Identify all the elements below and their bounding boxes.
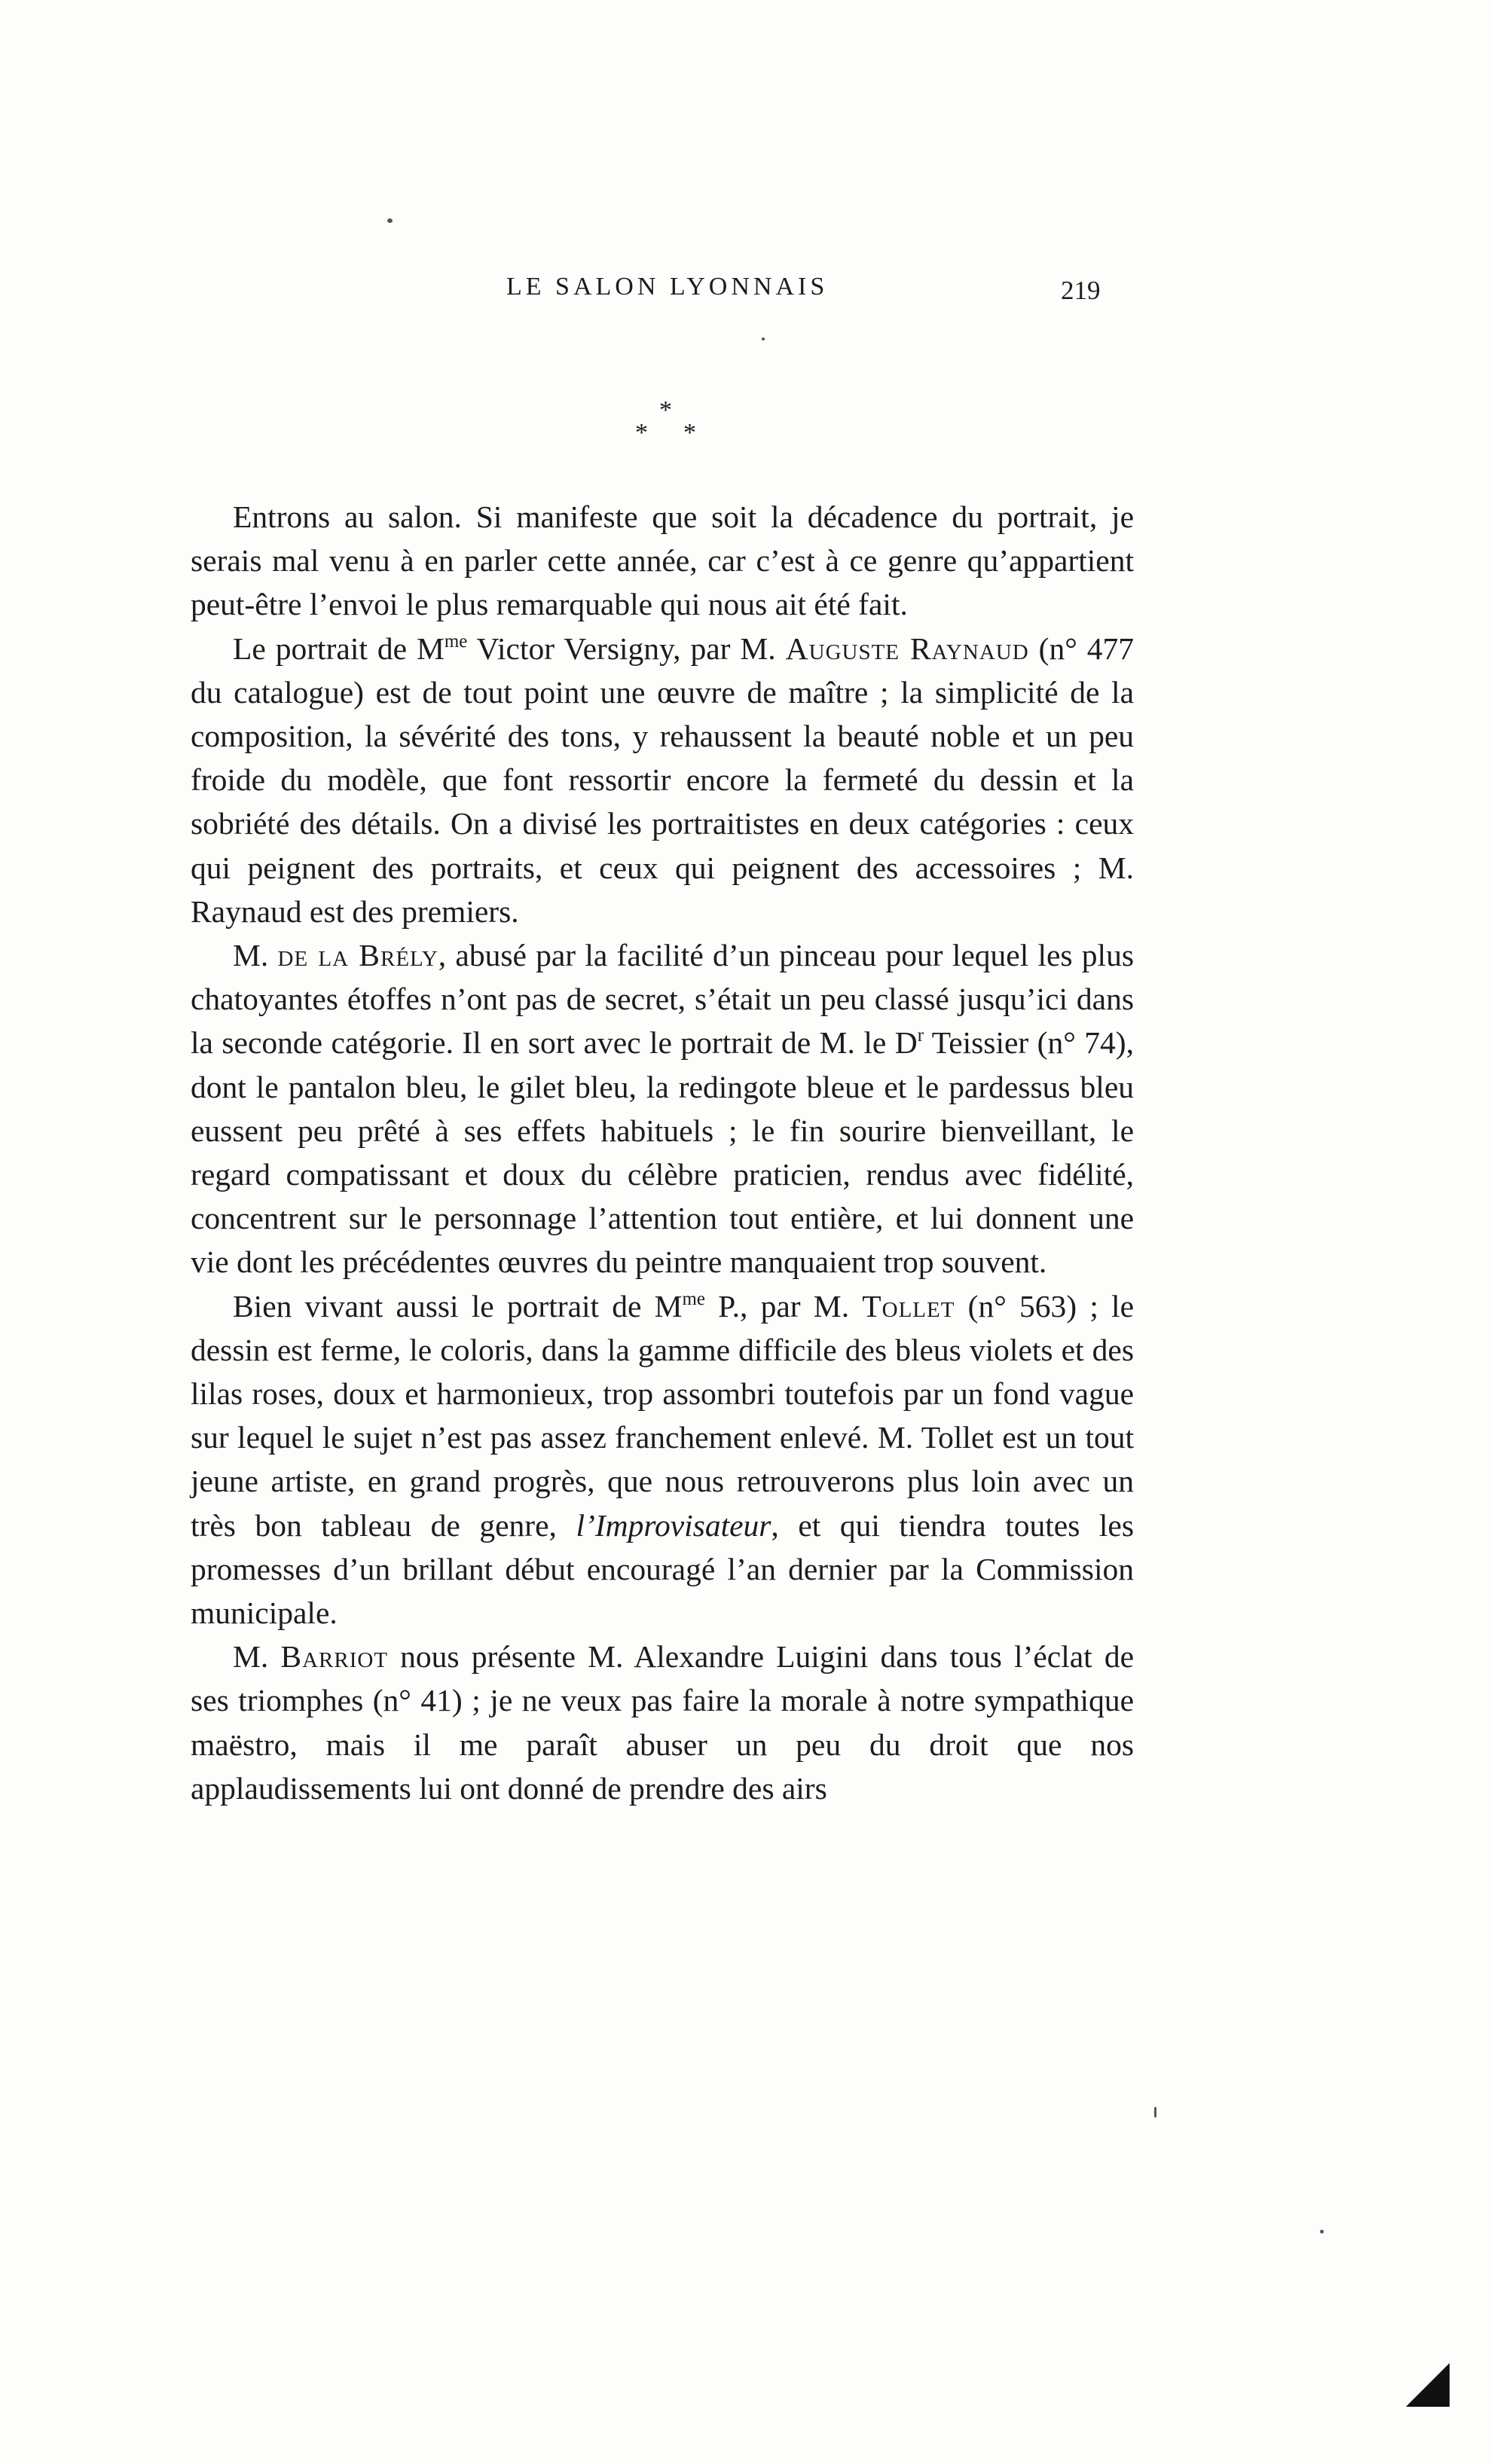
running-head [0,273,1491,318]
asterism-star-left: * [635,419,648,447]
paper-speck [1154,2107,1156,2117]
body-text [191,495,1134,1810]
asterism-star-top: * [659,396,672,424]
asterism-star-right: * [683,419,696,447]
paragraph-3-text-c: Teissier (n° 74), dont le pantalon bleu, le gilet bleu, la redingote bleue et le pardessus bleu eussent peu prêté à ses effets habituels ; le fin sourire bienveillant, le regard compatissant et doux du célèbre praticien, rendus avec fidélité, concentrent sur le personnage l’attention tout entière, et lui donnent une vie dont les précédentes œuvres du peintre manquaient trop souvent. [191,1025,1134,1280]
artist-name-raynaud: Auguste Raynaud [785,631,1029,666]
corner-triangle-mark [1406,2363,1450,2407]
paragraph-4-text-b: P., par M. [704,1288,863,1324]
artist-name-tollet: Tollet [862,1288,955,1324]
paper-speck [387,218,393,223]
paragraph-4 [191,1284,1134,1635]
paragraph-5 [191,1635,1134,1810]
paragraph-4-text-d: , et qui tiendra toutes les promesses d’un brillant début encouragé l’an dernier par la Commission municipale. [191,1507,1134,1631]
page-number: 219 [1061,276,1101,305]
paper-speck [1320,2230,1324,2233]
paragraph-1 [191,495,1134,627]
paragraph-3-text-a: M. [233,938,278,973]
superscript-docteur: r [917,1025,924,1046]
paragraph-2-text-a: Le portrait de M [233,631,445,666]
paragraph-2-text-c: (n° 477 du catalogue) est de tout point une œuvre de maître ; la simplicité de la composition, la sévérité des tons, y rehaussent la beauté noble et un peu froide du modèle, que font ressortir encore la fermeté du dessin et la sobriété des détails. On a divisé les portraitistes en deux catégories : ceux qui peignent des portraits, et ceux qui peignent des accessoires ; M. Raynaud est des premiers. [191,631,1135,929]
asterism-section-break [629,398,712,450]
paper-speck [762,337,765,340]
paragraph-3-text-b: , abusé par la facilité d’un pinceau pour lequel les plus chatoyantes étoffes n’ont pas de secret, s’était un peu classé jusqu’ici dans la seconde catégorie. Il en sort avec le portrait de M. le D [191,938,1134,1061]
paragraph-2 [191,627,1134,933]
paragraph-5-text-b: nous présente M. Alexandre Luigini dans tous l’éclat de ses triomphes (n° 41) ; je ne veux pas faire la morale à notre sympathique maëstro, mais il me paraît abuser un peu du droit que nos applaudissements lui ont donné de prendre des airs [191,1639,1134,1806]
paragraph-4-text-a: Bien vivant aussi le portrait de M [233,1288,683,1324]
artist-name-de-la-brely: de la Brély [277,938,438,973]
paragraph-4-text-c: (n° 563) ; le dessin est ferme, le coloris, dans la gamme difficile des bleus violets et des lilas roses, doux et harmonieux, trop assombri toutefois par un fond vague sur lequel le sujet n’est pas assez franchement enlevé. M. Tollet est un tout jeune artiste, en grand progrès, que nous retrouverons plus loin avec un très bon tableau de genre, [191,1288,1135,1543]
superscript-madame: me [682,1288,705,1309]
superscript-madame: me [444,631,468,652]
artwork-title-improvisateur: l’Improvisateur [576,1507,771,1543]
paragraph-2-text-b: Victor Versigny, par M. [467,631,786,666]
running-title: LE SALON LYONNAIS [506,273,829,301]
paragraph-5-text-a: M. [233,1639,281,1675]
paragraph-1-text: Entrons au salon. Si manifeste que soit la décadence du portrait, je serais mal venu à en parler cette année, car c’est à ce genre qu’appartient peut-être l’envoi le plus remarquable qui nous ait été fait. [191,499,1134,622]
artist-name-barriot: Barriot [280,1639,389,1675]
paragraph-3 [191,933,1134,1284]
